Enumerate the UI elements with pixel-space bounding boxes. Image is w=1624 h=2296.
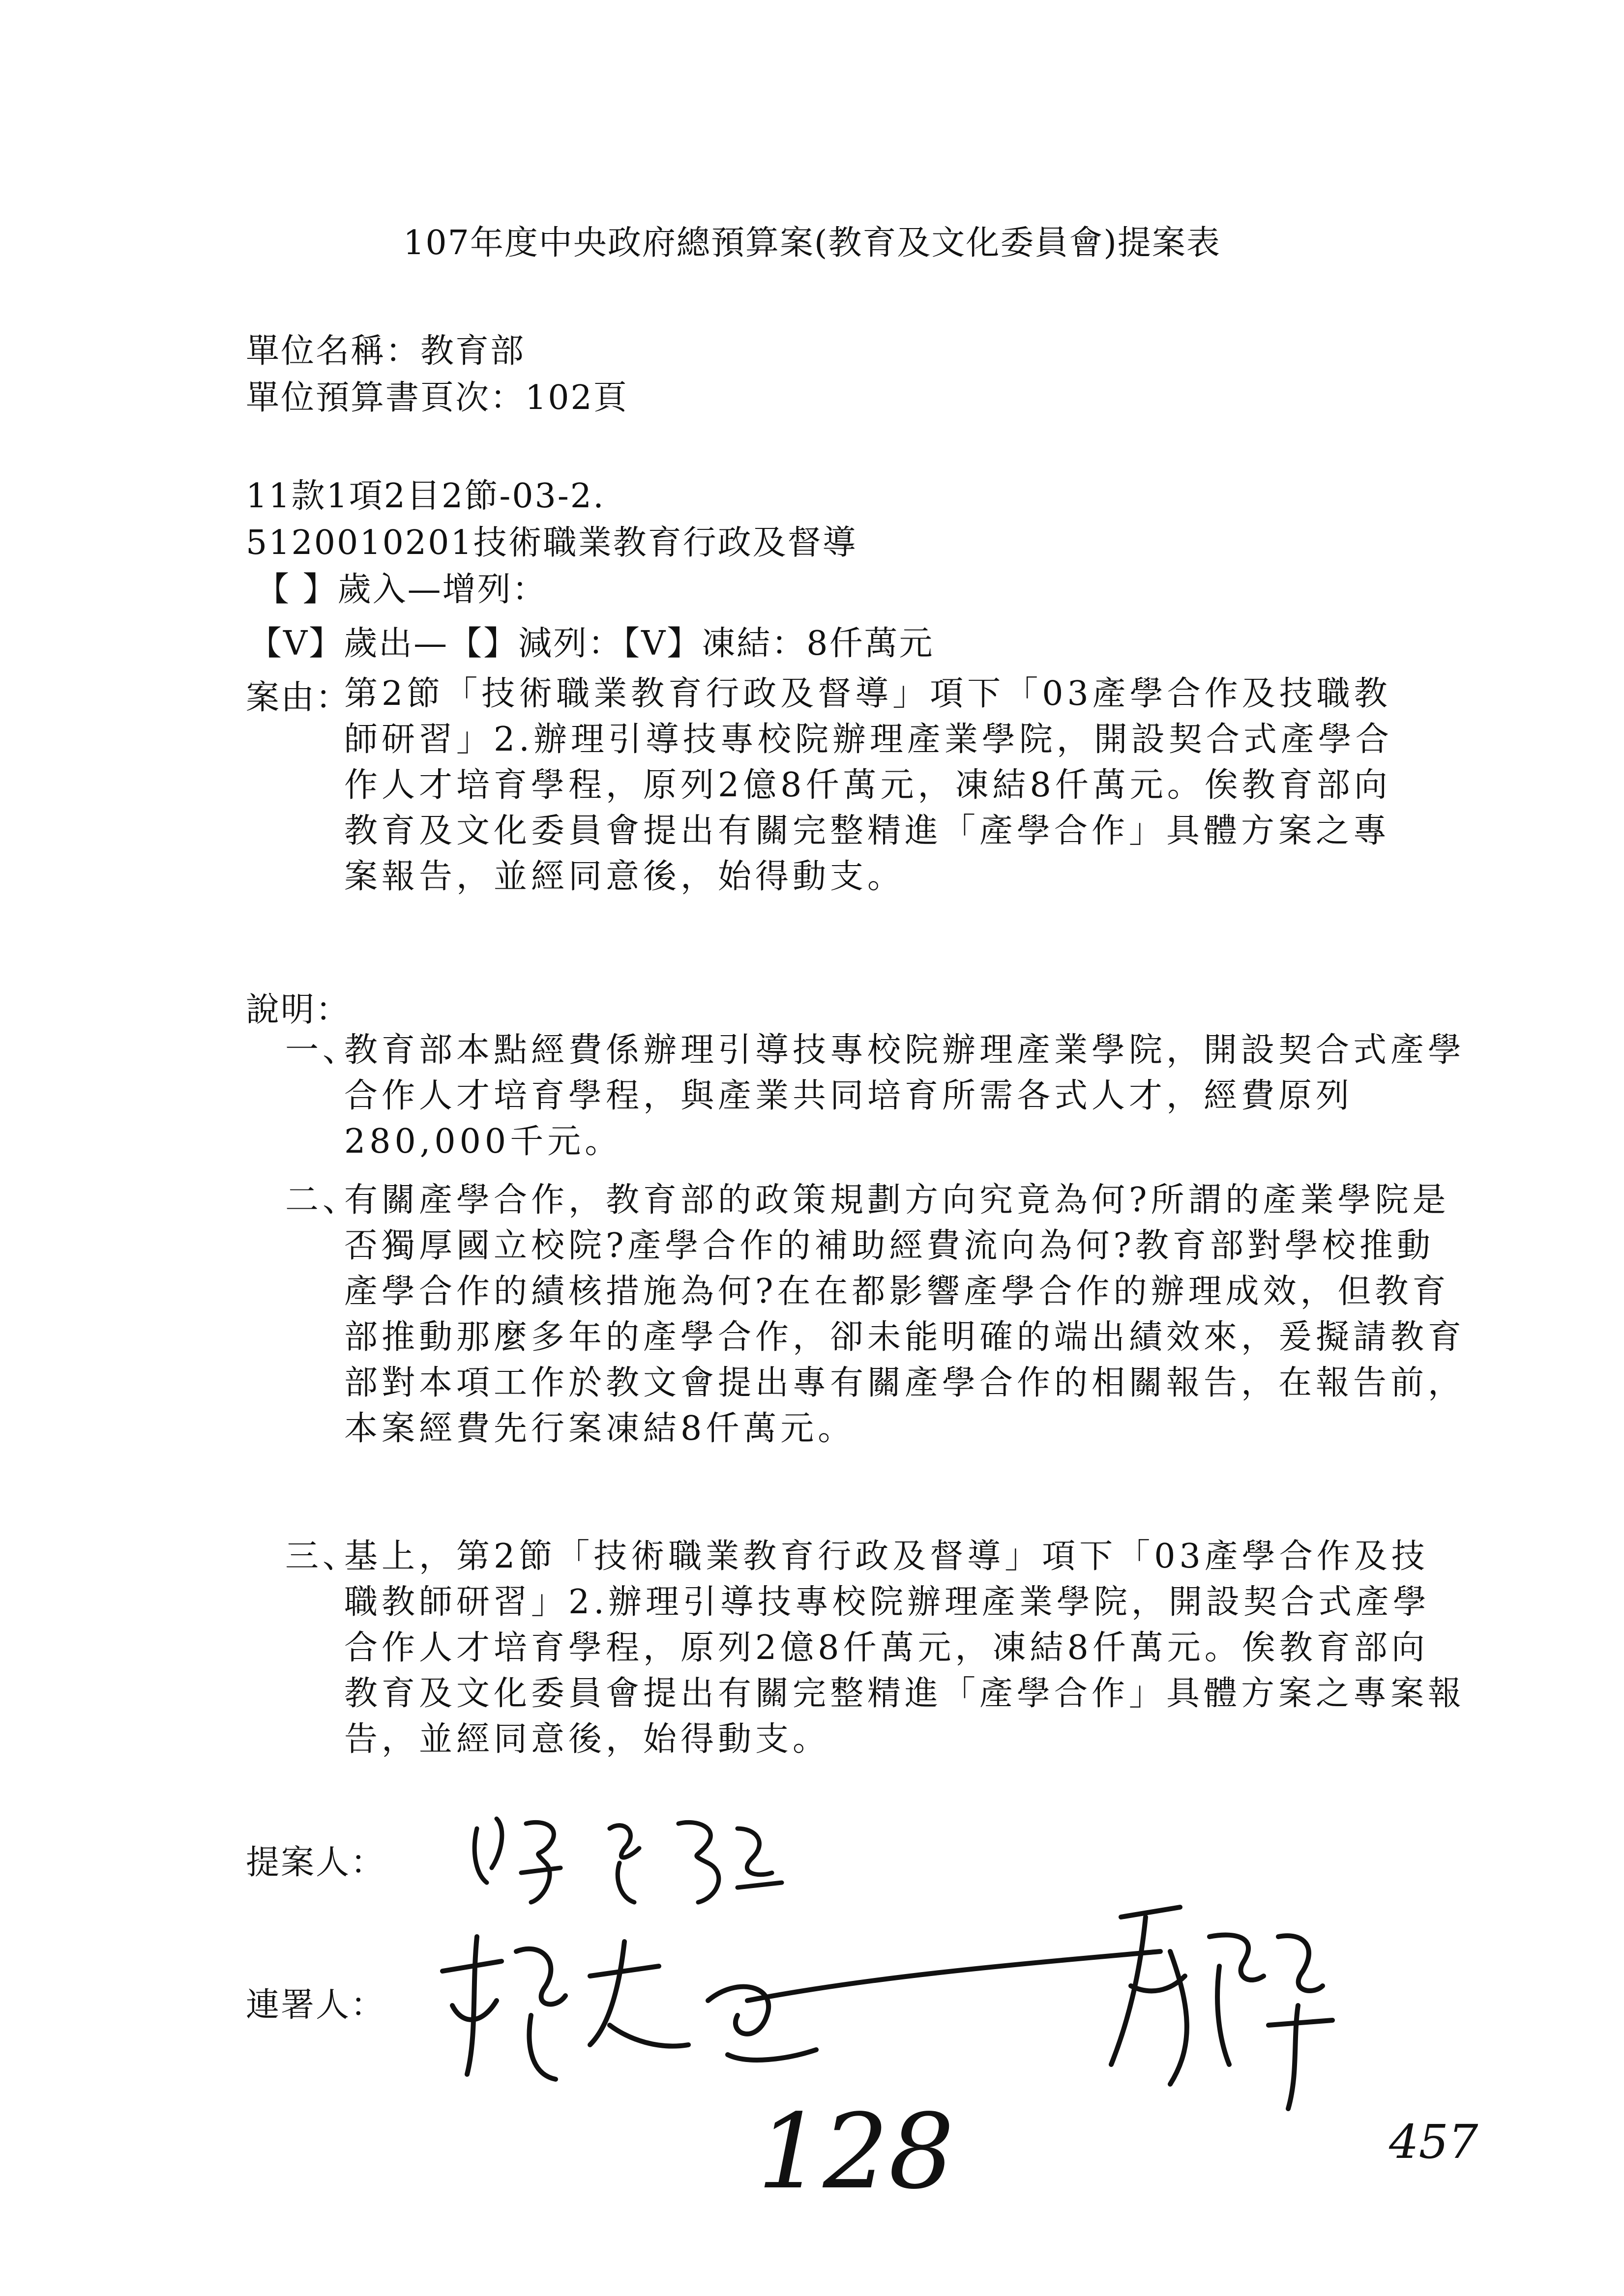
- expense-line: 【V】歲出—【】減列：【V】凍結：8仟萬元: [248, 624, 934, 663]
- handwritten-number: [752, 2089, 959, 2217]
- explanation-label: 說明：: [246, 990, 351, 1029]
- item-name: 5120010201技術職業教育行政及督導: [246, 523, 857, 562]
- proposer-label: 提案人：: [246, 1843, 386, 1882]
- cosigner-label: 連署人：: [246, 1986, 386, 2025]
- revenue-line: 【 】歲入—增列：: [256, 570, 547, 609]
- item-text: 基上，第2節「技術職業教育行政及督導」項下「03產學合作及技職教師研習」2.辦理引導技專校院辦理產業學院，開設契合式產學合作人才培育學程，原列2億8仟萬元，凍結8仟萬元。俟教育部向教育及文化委員會提出有關完整精進「產學合作」具體方案之專案報告，並經同意後，始得動支。: [344, 1537, 1466, 1759]
- page-number: [1387, 2104, 1485, 2182]
- reason-text: 第2節「技術職業教育行政及督導」項下「03產學合作及技職教師研習」2.辦理引導技專校院辦理產業學院，開設契合式產學合作人才培育學程，原列2億8仟萬元，凍結8仟萬元。俟教育部向教育及文化委員會提出有關完整精進「產學合作」具體方案之專案報告，並經同意後，始得動支。: [344, 674, 1393, 896]
- item-number: 二、: [285, 1181, 360, 1220]
- unit-budget-page: 單位預算書頁次：102頁: [246, 378, 628, 417]
- item-code: 11款1項2目2節-03-2.: [246, 477, 605, 516]
- item-text: 有關產學合作，教育部的政策規劃方向究竟為何?所謂的產業學院是否獨厚國立校院?產學合作的補助經費流向為何?教育部對學校推動產學合作的績核措施為何?在在都影響產學合作的辦理成效，但教育部推動那麼多年的產學合作，卻未能明確的端出績效來，爰擬請教育部對本項工作於教文會提出專有關產學合作的相關報告，在報告前，本案經費先行案凍結8仟萬元。: [344, 1181, 1466, 1448]
- item-text: 教育部本點經費係辦理引導技專校院辦理產業學院，開設契合式產學合作人才培育學程，與產業共同培育所需各式人才，經費原列280,000千元。: [344, 1031, 1466, 1161]
- unit-name: 單位名稱：教育部: [246, 332, 526, 371]
- item-number: 三、: [285, 1537, 360, 1576]
- page-title: 107年度中央政府總預算案(教育及文化委員會)提案表: [403, 224, 1221, 262]
- page-number-text: 457: [1389, 2115, 1478, 2169]
- reason-label: 案由：: [246, 678, 351, 717]
- handwritten-number-text: 128: [757, 2092, 954, 2212]
- item-number: 一、: [285, 1031, 360, 1070]
